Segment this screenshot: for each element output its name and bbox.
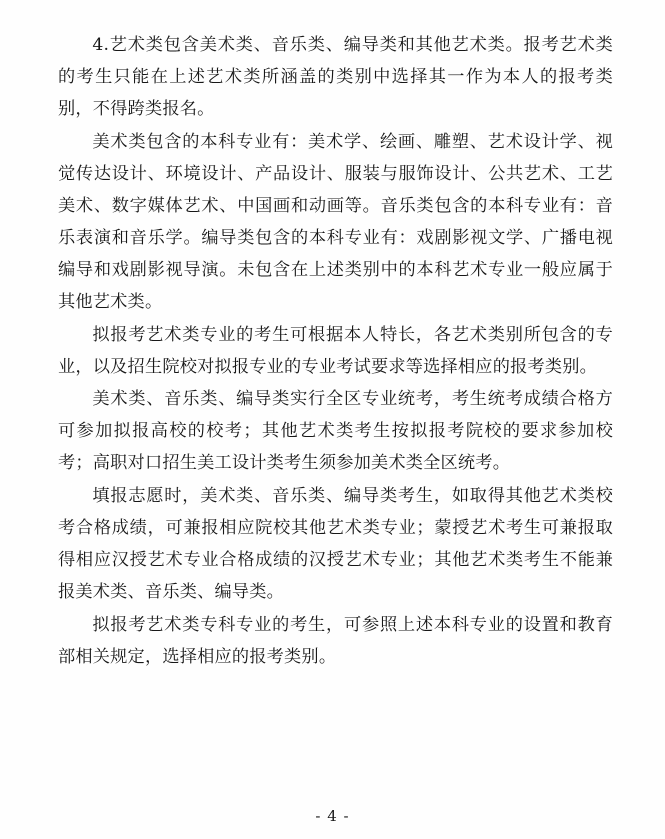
paragraph: 美术类包含的本科专业有：美术学、绘画、雕塑、艺术设计学、视觉传达设计、环境设计、产品设计、服装与服饰设计、公共艺术、工艺美术、数字媒体艺术、中国画和动画等。音乐类包含的本科专业有：音乐表演和音乐学。编导类包含的本科专业有：戏剧影视文学、广播电视编导和戏剧影视导演。未包含在上述类别中的本科艺术专业一般应属于其他艺术类。 (58, 131, 613, 312)
paragraph: 美术类、音乐类、编导类实行全区专业统考，考生统考成绩合格方可参加拟报高校的校考；其他艺术类考生按拟报考院校的要求参加校考；高职对口招生美工设计类考生须参加美术类全区统考。 (58, 389, 613, 474)
paragraph: 填报志愿时，美术类、音乐类、编导类考生，如取得其他艺术类校考合格成绩，可兼报相应院校其他艺术类专业；蒙授艺术考生可兼报取得相应汉授艺术专业合格成绩的汉授艺术专业；其他艺术类考生不能兼报美术类、音乐类、编导类。 (58, 486, 613, 603)
document-body (58, 30, 613, 674)
paragraph: 4.艺术类包含美术类、音乐类、编导类和其他艺术类。报考艺术类的考生只能在上述艺术类所涵盖的类别中选择其一作为本人的报考类别，不得跨类报名。 (58, 35, 613, 119)
page-number: - 4 - (315, 807, 350, 825)
paragraph: 拟报考艺术类专业的考生可根据本人特长，各艺术类别所包含的专业，以及招生院校对拟报专业的专业考试要求等选择相应的报考类别。 (58, 324, 613, 377)
paragraph: 拟报考艺术类专科专业的考生，可参照上述本科专业的设置和教育部相关规定，选择相应的报考类别。 (58, 615, 613, 667)
